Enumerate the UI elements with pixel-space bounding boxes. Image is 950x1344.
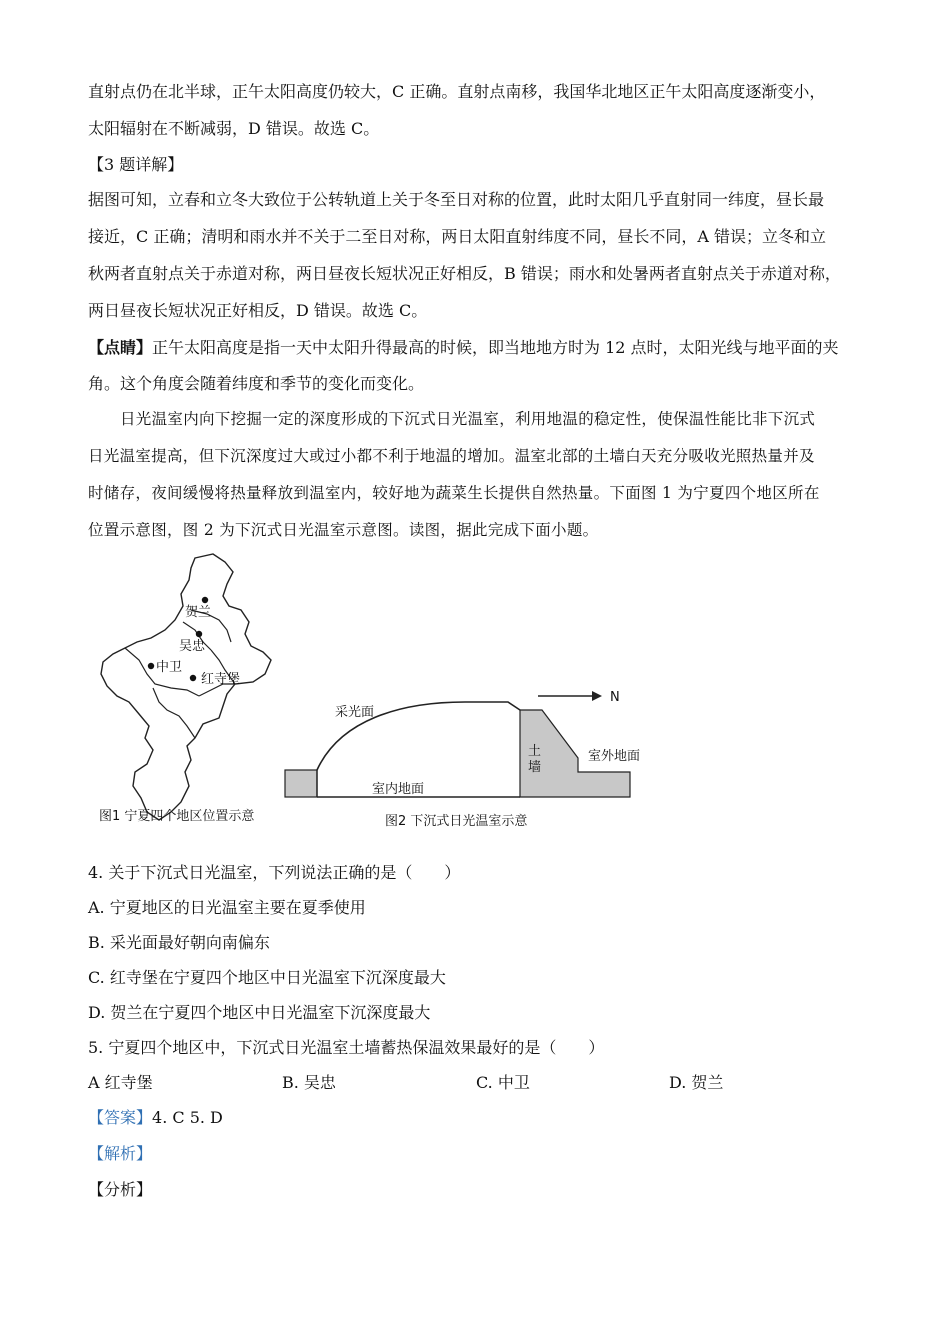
city-dot-wuzhong [196, 631, 202, 637]
material-line: 日光温室提高，但下沉深度过大或过小都不利于地温的增加。温室北部的土墙白天充分吸收光照热量并及 [88, 447, 815, 465]
map-label-wuzhong: 吴忠 [179, 639, 206, 654]
answer-line [88, 1106, 223, 1130]
north-label: N [610, 690, 620, 705]
paragraph-line: 太阳辐射在不断减弱，D 错误。故选 C。 [88, 119, 380, 138]
q4-option-a: A. 宁夏地区的日光温室主要在夏季使用 [88, 898, 366, 917]
q5-option-c: C. 中卫 [476, 1073, 530, 1092]
paragraph-line: 角。这个角度会随着纬度和季节的变化而变化。 [88, 374, 425, 393]
material-line: 位置示意图，图 2 为下沉式日光温室示意图。读图，据此完成下面小题。 [88, 521, 599, 539]
dianjing-label: 【点睛】 [88, 338, 153, 357]
city-dot-helan [202, 597, 208, 603]
paragraph-line: 直射点仍在北半球，正午太阳高度仍较大，C 正确。直射点南移，我国华北地区正午太阳高度逐渐变小， [88, 82, 826, 101]
paragraph-line: 两日昼夜长短状况正好相反，D 错误。故选 C。 [88, 301, 428, 320]
map-label-helan: 贺兰 [185, 605, 212, 620]
north-arrow-head [592, 691, 602, 701]
dianjing-text: 正午太阳高度是指一天中太阳升得最高的时候，即当地地方时为 12 点时，太阳光线与地平面的夹 [152, 338, 839, 357]
label-earth-wall-1: 土 [528, 744, 542, 759]
q4-option-c: C. 红寺堡在宁夏四个地区中日光温室下沉深度最大 [88, 968, 446, 987]
q4-option-b: B. 采光面最好朝向南偏东 [88, 933, 270, 952]
answer-label: 【答案】 [88, 1108, 153, 1127]
figure1-caption: 图1 宁夏四个地区位置示意 [99, 809, 255, 824]
ningxia-outline [101, 554, 271, 820]
paragraph-line: 据图可知，立春和立冬大致位于公转轨道上关于冬至日对称的位置，此时太阳几乎直射同一纬度，昼长最 [88, 190, 825, 209]
label-lighting-surface: 采光面 [335, 705, 375, 720]
city-dot-hongsibu [190, 675, 196, 681]
map-label-zhongwei: 中卫 [156, 660, 183, 675]
city-dot-zhongwei [148, 663, 154, 669]
label-indoor-floor: 室内地面 [372, 782, 425, 797]
paragraph-line: 秋两者直射点关于赤道对称，两日昼夜长短状况正好相反，B 错误；雨水和处暑两者直射点关于赤道对称， [88, 264, 841, 283]
material-line: 日光温室内向下挖掘一定的深度形成的下沉式日光温室，利用地温的稳定性，使保温性能比非下沉式 [120, 410, 816, 428]
section-heading-q3: 【3 题详解】 [88, 155, 184, 174]
q4-option-d: D. 贺兰在宁夏四个地区中日光温室下沉深度最大 [88, 1003, 431, 1022]
figure2-caption: 图2 下沉式日光温室示意 [385, 814, 528, 829]
figure2-greenhouse [280, 680, 660, 835]
answer-text: 4. C 5. D [152, 1108, 223, 1127]
q5-option-a: A 红寺堡 [88, 1073, 153, 1092]
label-outdoor-ground: 室外地面 [588, 749, 641, 764]
figure1-ningxia-map [95, 550, 285, 835]
q5-option-d: D. 贺兰 [669, 1073, 724, 1092]
map-label-hongsibu: 红寺堡 [201, 672, 241, 687]
fenxi-heading: 【分析】 [88, 1180, 153, 1199]
q4-stem: 4. 关于下沉式日光温室，下列说法正确的是（ ） [88, 863, 461, 882]
outer-ground-left [285, 770, 317, 797]
paragraph-line: 接近，C 正确；清明和雨水并不关于二至日对称，两日太阳直射纬度不同，昼长不同，A 错误；立冬和立 [88, 227, 826, 246]
q5-stem: 5. 宁夏四个地区中，下沉式日光温室土墙蓄热保温效果最好的是（ ） [88, 1038, 605, 1057]
jiexi-heading: 【解析】 [88, 1144, 153, 1163]
q5-option-b: B. 吴忠 [282, 1073, 336, 1092]
label-earth-wall-2: 墙 [528, 760, 542, 775]
material-line: 时储存，夜间缓慢将热量释放到温室内，较好地为蔬菜生长提供自然热量。下面图 1 为宁夏四个地区所在 [88, 484, 820, 502]
dianjing-line [88, 336, 839, 360]
